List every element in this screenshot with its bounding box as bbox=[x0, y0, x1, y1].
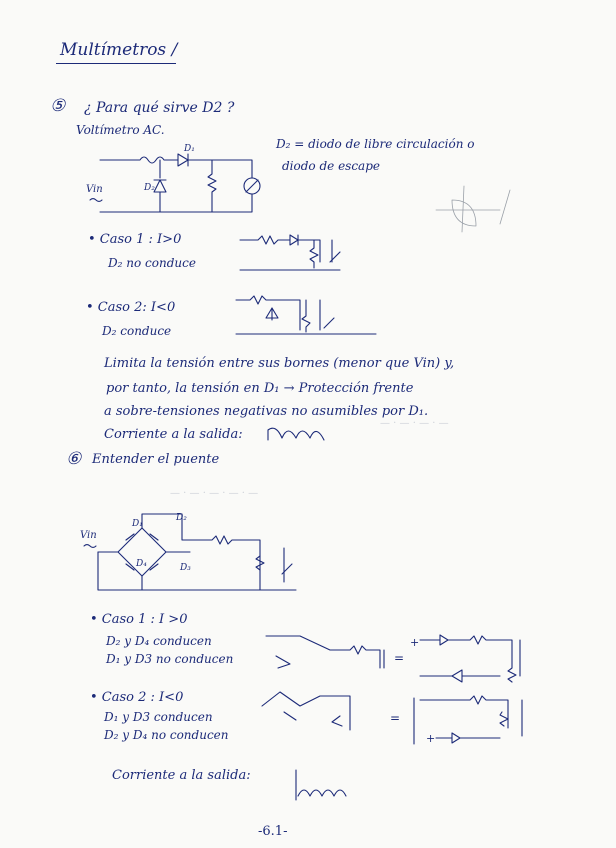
bridge-label-d4: D₄ bbox=[136, 559, 147, 569]
question-5-text: ¿ Para qué sirve D2 ? bbox=[84, 100, 235, 116]
q5-case1-title: • Caso 1 : I>0 bbox=[88, 232, 182, 247]
bridge-case1-equals: = bbox=[394, 651, 405, 665]
bleed-through-text: — · — · — · — bbox=[380, 418, 449, 429]
d2-definition-line1: D₂ = diodo de libre circulación o bbox=[276, 137, 475, 151]
bridge-case2-plus: + bbox=[426, 732, 436, 745]
question-6-title: Entender el puente bbox=[92, 452, 220, 467]
bridge-label-vin: Vin bbox=[80, 530, 97, 541]
bridge-case2-equals: = bbox=[390, 711, 401, 725]
bridge-case1-sketch bbox=[266, 635, 520, 682]
label-d2: D₂ bbox=[144, 183, 155, 193]
q6-case2-line2: D₂ y D₄ no conducen bbox=[104, 728, 229, 742]
output-fullwave-wave bbox=[296, 770, 346, 800]
explanation-line-4: Corriente a la salida: bbox=[104, 427, 243, 442]
explanation-line-3: a sobre-tensiones negativas no asumibles por D₁. bbox=[104, 404, 429, 419]
explanation-line-1: Limita la tensión entre sus bornes (menor que Vin) y, bbox=[104, 356, 455, 371]
label-vin: Vin bbox=[86, 184, 103, 195]
bridge-label-d1: D₁ bbox=[132, 519, 143, 529]
page-number: -6.1- bbox=[258, 824, 288, 839]
voltmeter-circuit-diagram bbox=[86, 144, 260, 212]
q6-case1-line1: D₂ y D₄ conducen bbox=[106, 634, 212, 648]
q6-case2-line1: D₁ y D3 conducen bbox=[104, 710, 213, 724]
bridge-label-d2: D₂ bbox=[176, 513, 187, 523]
q5-case1-text: D₂ no conduce bbox=[108, 256, 196, 270]
question-5-number: ⑤ bbox=[50, 96, 66, 116]
page-title: Multímetros / bbox=[60, 40, 178, 60]
q5-case2-text: D₂ conduce bbox=[102, 324, 172, 338]
output-halfwave-wave bbox=[268, 428, 324, 440]
q6-case1-title: • Caso 1 : I >0 bbox=[90, 612, 188, 627]
case2-circuit-sketch bbox=[236, 296, 376, 334]
bridge-case1-plus: + bbox=[410, 636, 420, 649]
explanation-line-2: por tanto, la tensión en D₁ → Protección frente bbox=[106, 381, 414, 396]
case1-circuit-sketch bbox=[240, 235, 340, 270]
bleed-through-sketch bbox=[436, 186, 510, 232]
q6-case2-title: • Caso 2 : I<0 bbox=[90, 690, 184, 705]
q6-case1-line2: D₁ y D3 no conducen bbox=[106, 652, 234, 666]
bridge-rectifier-diagram bbox=[80, 513, 296, 590]
bridge-case2-sketch bbox=[262, 692, 522, 745]
d2-definition-line2: diodo de escape bbox=[282, 159, 380, 173]
bridge-label-d3: D₃ bbox=[180, 563, 191, 573]
q6-output-label: Corriente a la salida: bbox=[112, 768, 251, 783]
bleed-through-text: — · — · — · — · — bbox=[170, 488, 259, 499]
label-d1: D₁ bbox=[184, 144, 195, 154]
question-6-number: ⑥ bbox=[66, 449, 82, 469]
q5-case2-title: • Caso 2: I<0 bbox=[86, 300, 176, 315]
question-5-subtitle: Voltímetro AC. bbox=[76, 123, 165, 137]
